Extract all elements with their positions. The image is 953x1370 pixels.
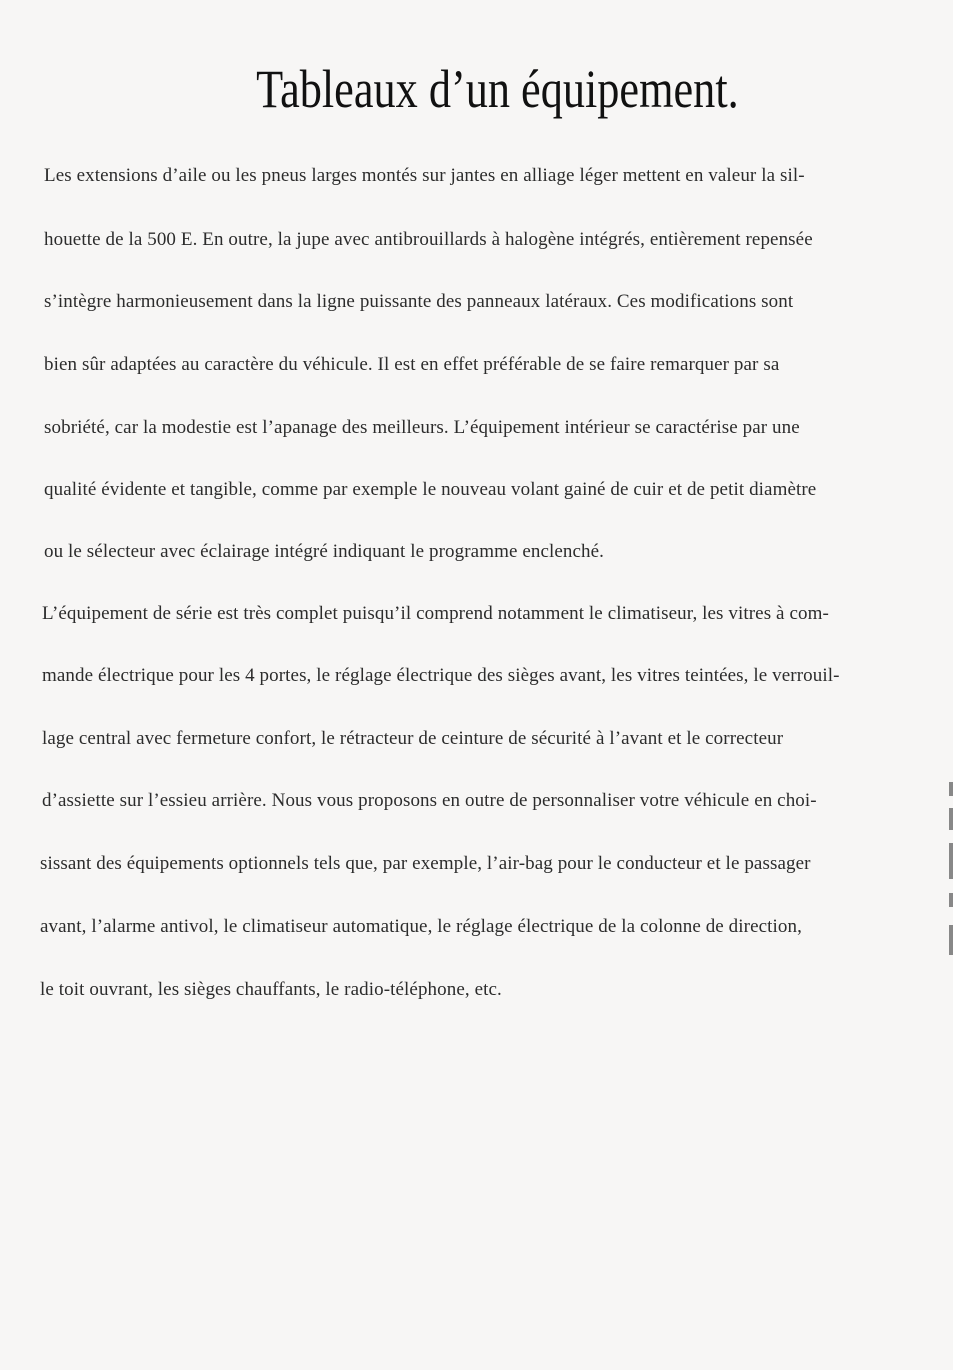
- text-line: avant, l’alarme antivol, le climatiseur automatique, le réglage électrique de la colonne de direction,: [40, 916, 802, 937]
- binding-edge-mark: [949, 925, 953, 955]
- page-title: Tableaux d’un équipement.: [256, 59, 739, 119]
- text-line: ou le sélecteur avec éclairage intégré indiquant le programme enclenché.: [44, 541, 605, 562]
- text-line: sissant des équipements optionnels tels que, par exemple, l’air-bag pour le conducteur et le passager: [40, 853, 811, 874]
- text-line: d’assiette sur l’essieu arrière. Nous vous proposons en outre de personnaliser votre véhicule en choi-: [42, 790, 817, 811]
- text-line: lage central avec fermeture confort, le rétracteur de ceinture de sécurité à l’avant et le correcteur: [42, 728, 784, 749]
- text-line: L’équipement de série est très complet puisqu’il comprend notamment le climatiseur, les vitres à com-: [42, 603, 829, 624]
- binding-edge-mark: [949, 893, 953, 907]
- text-line: houette de la 500 E. En outre, la jupe avec antibrouillards à halogène intégrés, entièrement repensée: [44, 229, 813, 250]
- text-line: s’intègre harmonieusement dans la ligne puissante des panneaux latéraux. Ces modifications sont: [44, 291, 794, 312]
- text-line: le toit ouvrant, les sièges chauffants, le radio-téléphone, etc.: [40, 979, 502, 1000]
- text-line: sobriété, car la modestie est l’apanage des meilleurs. L’équipement intérieur se caractérise par une: [44, 417, 800, 438]
- binding-edge-mark: [949, 782, 953, 796]
- binding-edge-mark: [949, 843, 953, 879]
- text-line: mande électrique pour les 4 portes, le réglage électrique des sièges avant, les vitres teintées, le verrouil-: [42, 665, 840, 686]
- binding-edge-mark: [949, 808, 953, 830]
- text-line: qualité évidente et tangible, comme par exemple le nouveau volant gainé de cuir et de petit diamètre: [44, 479, 817, 500]
- text-line: bien sûr adaptées au caractère du véhicule. Il est en effet préférable de se faire remarquer par sa: [44, 354, 780, 375]
- text-line: Les extensions d’aile ou les pneus larges montés sur jantes en alliage léger mettent en valeur la sil-: [44, 165, 805, 186]
